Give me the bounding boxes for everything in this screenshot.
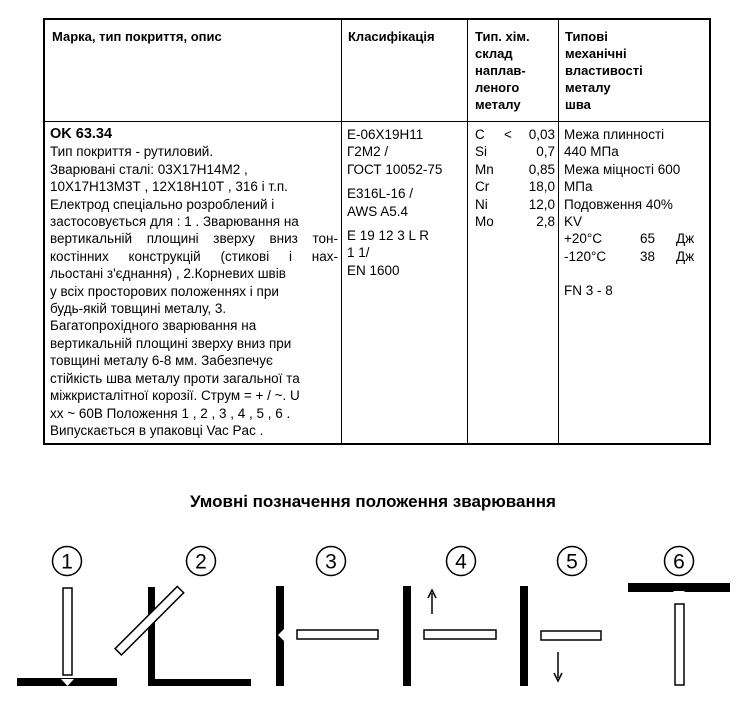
header-chemistry-line: леного — [475, 80, 520, 95]
electrode — [424, 630, 496, 639]
mechanical-line: 440 МПа — [564, 144, 619, 160]
position-number: 6 — [673, 550, 685, 574]
classification-en — [347, 227, 465, 279]
description-line: вертикальній площині зверху вниз тон- — [50, 231, 338, 247]
description-line: Електрод спеціально розроблений і — [50, 196, 275, 212]
position-2-symbol — [115, 547, 251, 687]
mechanical-line: Подовження 40% — [564, 196, 673, 212]
column-divider — [467, 20, 468, 443]
classification-line: Г2М2 / — [347, 144, 389, 160]
electrode — [675, 604, 684, 685]
classification-line: ГОСТ 10052-75 — [347, 161, 443, 177]
mechanical-cell — [564, 126, 704, 300]
description-line: Випускається в упаковці Vac Pac . — [50, 422, 264, 438]
header-classification: Класифікація — [348, 29, 435, 44]
column-divider — [558, 20, 559, 443]
chemistry-value: 2,8 — [536, 213, 555, 229]
chemistry-row — [475, 178, 555, 195]
ferrite-number: FN 3 - 8 — [564, 283, 613, 299]
electrode — [63, 588, 72, 675]
chemistry-operator: < — [504, 127, 512, 142]
description-line: застосовується для : 1 . Зварювання на — [50, 214, 299, 230]
header-chemistry-line: Тип. хім. — [475, 29, 530, 44]
header-mechanical-line: властивості — [565, 63, 643, 78]
description-line: Тип покриття - рутиловий. — [50, 144, 214, 160]
position-6-symbol — [628, 547, 730, 686]
header-mechanical — [565, 28, 695, 113]
chemistry-element: Si — [475, 144, 488, 160]
classification-line: 1 1/ — [347, 245, 370, 261]
description-line: костінних конструкцій (стикові і нах- — [50, 248, 338, 264]
chemistry-value: 18,0 — [528, 179, 555, 195]
impact-row — [564, 230, 704, 247]
position-number: 3 — [325, 550, 337, 574]
header-mechanical-line: металу — [565, 80, 611, 95]
header-brand-description: Марка, тип покриття, опис — [52, 29, 222, 44]
position-number: 5 — [566, 550, 578, 574]
chemistry-element: C — [475, 127, 485, 142]
welding-positions-diagram — [0, 540, 746, 700]
impact-row — [564, 248, 704, 265]
chemistry-value: 12,0 — [528, 196, 555, 212]
chemistry-row — [475, 161, 555, 178]
chemistry-element: Cr — [475, 179, 490, 195]
mechanical-line: Межа міцності 600 — [564, 161, 681, 177]
impact-value: 65 — [640, 231, 656, 247]
description-line: міжкристалітної корозії. Струм = + / ~. U — [50, 388, 300, 404]
chemistry-cell — [475, 126, 555, 230]
position-4-symbol — [403, 547, 496, 687]
position-number: 1 — [61, 550, 73, 574]
classification-aws — [347, 185, 465, 220]
description-line: вертикальній площині зверху вниз при — [50, 335, 292, 351]
electrode — [541, 631, 601, 640]
mechanical-line: KV — [564, 214, 583, 230]
header-divider — [45, 121, 709, 122]
classification-gost — [347, 126, 465, 178]
chemistry-row — [475, 126, 555, 143]
description-line: Багатопрохідного зварювання на — [50, 318, 257, 334]
impact-unit: Дж — [676, 248, 695, 264]
chemistry-element: Mo — [475, 213, 494, 229]
description-line: Зварювані сталі: 03Х17Н14М2 , — [50, 161, 248, 177]
header-chemistry-line: наплав- — [475, 63, 526, 78]
product-name: OK 63.34 — [50, 126, 113, 142]
chemistry-row — [475, 196, 555, 213]
workpiece-plate — [148, 679, 251, 686]
mechanical-line: МПа — [564, 179, 593, 195]
chemistry-value: 0,03 — [528, 127, 555, 142]
description-line: 10Х17Н13М3Т , 12Х18Н10Т , 316 і т.п. — [50, 179, 288, 195]
classification-line: EN 1600 — [347, 262, 400, 278]
header-mechanical-line: механічні — [565, 46, 627, 61]
header-chemistry — [475, 28, 555, 113]
description-line: хх ~ 60В Положення 1 , 2 , 3 , 4 , 5 , 6 . — [50, 405, 291, 421]
classification-line: E-06X19H11 — [347, 127, 424, 142]
position-1-symbol — [17, 547, 117, 687]
position-3-symbol — [276, 547, 378, 687]
impact-unit: Дж — [676, 231, 695, 247]
chemistry-value: 0,7 — [536, 144, 555, 160]
header-chemistry-line: металу — [475, 97, 521, 112]
classification-cell — [347, 126, 465, 286]
workpiece-plate — [403, 586, 411, 686]
product-description-cell — [50, 126, 338, 439]
electrode — [297, 630, 378, 639]
spec-table — [43, 18, 711, 445]
description-line: товщині металу 6-8 мм. Забезпечує — [50, 353, 273, 369]
mechanical-line: Межа плинності — [564, 127, 665, 142]
chemistry-value: 0,85 — [528, 161, 555, 177]
header-mechanical-line: шва — [565, 97, 591, 112]
impact-temperature: +20°C — [564, 231, 603, 247]
header-chemistry-line: склад — [475, 46, 513, 61]
joint-notch — [673, 591, 685, 597]
chemistry-element: Ni — [475, 196, 488, 212]
classification-line: E316L-16 / — [347, 186, 414, 202]
impact-value: 38 — [640, 248, 656, 264]
workpiece-plate — [148, 587, 155, 686]
positions-legend-title: Умовні позначення положення зварювання — [190, 492, 556, 511]
position-number: 2 — [195, 550, 207, 574]
position-5-symbol — [520, 547, 601, 687]
chemistry-row — [475, 213, 555, 230]
position-number: 4 — [455, 550, 467, 574]
classification-line: E 19 12 3 L R — [347, 228, 430, 244]
workpiece-plate — [520, 586, 528, 686]
chemistry-element: Mn — [475, 161, 494, 177]
chemistry-row — [475, 143, 555, 160]
description-line: стійкість шва металу проти загальної та — [50, 370, 300, 386]
header-mechanical-line: Типові — [565, 29, 608, 44]
impact-temperature: -120°C — [564, 248, 607, 264]
column-divider — [341, 20, 342, 443]
classification-line: AWS A5.4 — [347, 203, 409, 219]
description-line: льостані з'єднання) , 2.Корневих швів — [50, 266, 286, 282]
description-line: будь-якій товщині металу, 3. — [50, 301, 227, 317]
workpiece-plate — [628, 583, 730, 592]
description-line: у всіх просторових положеннях і при — [50, 283, 279, 299]
